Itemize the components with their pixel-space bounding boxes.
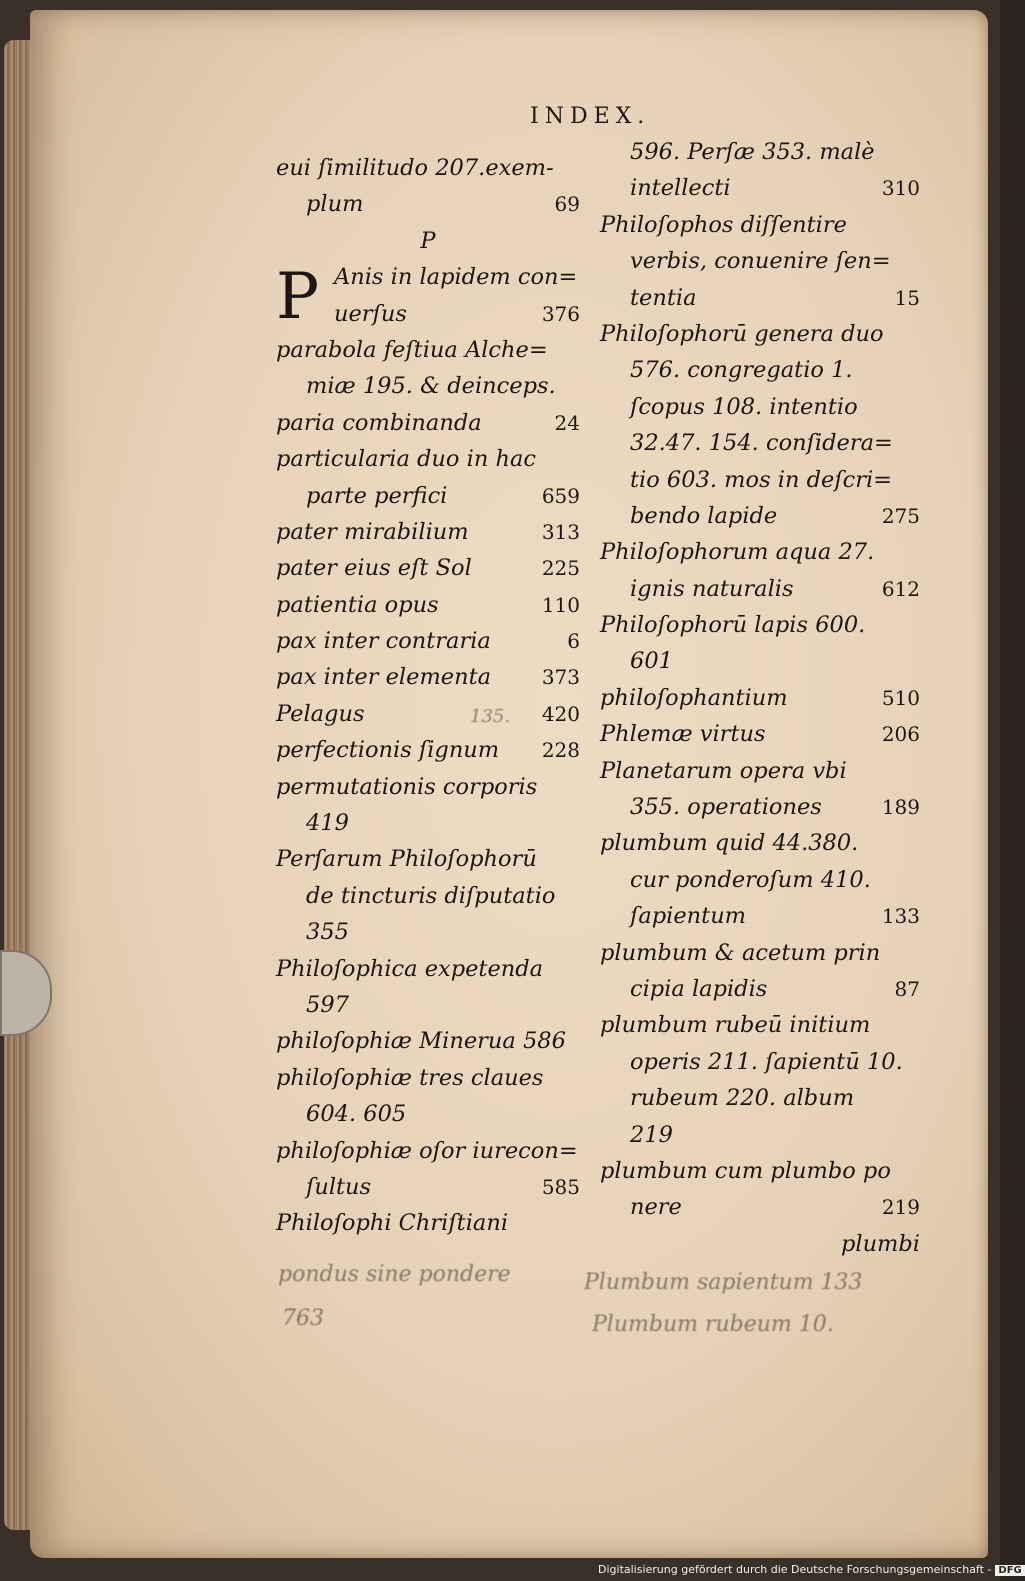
handwritten-note: pondus sine pondere (278, 1262, 511, 1287)
index-entry (276, 150, 580, 186)
handwritten-note: Plumbum sapientum 133 (584, 1270, 863, 1295)
index-entry-text: 355. operationes (630, 794, 822, 821)
index-entry (600, 425, 920, 461)
index-entry-text: Phlemæ virtus (600, 721, 766, 748)
index-entry-text: pater eius eſt Sol (276, 555, 472, 582)
index-entry-text: cur ponderoſum 410. (630, 866, 871, 893)
index-entry-page: 275 (881, 503, 920, 528)
index-entry-text: intellecti (630, 175, 731, 202)
index-entry-text: 604. 605 (306, 1101, 407, 1128)
index-entry (276, 987, 580, 1023)
index-entry (600, 1117, 920, 1153)
handwritten-note: Plumbum rubeum 10. (592, 1312, 834, 1337)
index-column-right (600, 134, 920, 1262)
index-entry-page: 69 (554, 192, 580, 217)
index-entry-page: 225 (541, 556, 580, 581)
index-entry-text: 32.47. 154. conſidera= (630, 430, 893, 457)
index-entry (276, 332, 580, 368)
index-entry-text: philoſophiæ Minerua 586 (276, 1028, 566, 1055)
index-entry-page: 133 (881, 904, 920, 929)
index-entry-text: pater mirabilium (276, 518, 469, 545)
index-entry (600, 389, 920, 425)
index-entry (276, 550, 580, 586)
index-entry (276, 587, 580, 623)
index-entry-page: 189 (881, 795, 920, 820)
index-entry-text: 596. Perſæ 353. malè (630, 139, 875, 165)
index-entry-text: plumbum & acetum prin (600, 939, 881, 966)
index-entry (600, 571, 920, 607)
index-entry (276, 441, 580, 477)
index-entry-text: ſcopus 108. intentio (630, 393, 858, 420)
index-entry (600, 825, 920, 861)
index-entry-text: ignis naturalis (630, 575, 794, 602)
index-entry-page: 585 (541, 1174, 580, 1199)
index-entry (276, 1205, 580, 1241)
index-entry (600, 789, 920, 825)
index-entry-text: paria combinanda (276, 409, 482, 436)
index-entry (276, 296, 580, 332)
index-entry (276, 1169, 580, 1205)
index-entry-page: 206 (881, 722, 920, 747)
index-entry-text: uerſus (334, 300, 407, 327)
index-entry (600, 862, 920, 898)
index-entry-text: philoſophiæ oſor iurecon= (276, 1137, 578, 1164)
index-entry-text: 597 (306, 991, 349, 1018)
drop-cap: P (276, 260, 320, 335)
index-entry (600, 1007, 920, 1043)
index-entry (276, 405, 580, 441)
index-entry-page: 24 (554, 410, 580, 435)
index-entry (600, 1226, 920, 1262)
index-entry (600, 898, 920, 934)
index-entry (276, 841, 580, 877)
index-entry (600, 498, 920, 534)
index-entry (276, 623, 580, 659)
index-entry (600, 643, 920, 679)
index-entry-text: ſultus (306, 1173, 372, 1200)
dfg-logo: DFG (995, 1565, 1024, 1576)
index-entry-text: patientia opus (276, 591, 439, 618)
index-entry-text: 601 (630, 648, 673, 675)
index-entry-text: Philoſophorū lapis 600. (600, 612, 866, 639)
index-entry (276, 769, 580, 805)
index-entry-text: philoſophiæ tres claues (276, 1064, 544, 1091)
index-entry (600, 971, 920, 1007)
handwritten-note: 135. (470, 706, 511, 727)
index-entry (600, 1044, 920, 1080)
index-entry-text: P (420, 227, 436, 254)
index-entry-text: nere (630, 1194, 682, 1221)
index-entry (600, 935, 920, 971)
index-entry-text: plumbum cum plumbo po (600, 1157, 891, 1184)
index-entry (600, 207, 920, 243)
index-entry-page: 420 (541, 701, 580, 726)
index-entry-text: 419 (306, 810, 349, 837)
index-entry-page: 15 (894, 285, 920, 310)
index-entry-text: parte perfici (306, 482, 448, 509)
index-entry (276, 732, 580, 768)
index-entry (600, 462, 920, 498)
handwritten-note: 763 (282, 1306, 324, 1331)
index-entry (276, 1060, 580, 1096)
index-entry-text: plumbi (840, 1230, 920, 1257)
index-entry (600, 316, 920, 352)
index-entry-text: perfectionis ſignum (276, 737, 500, 764)
index-entry (276, 878, 580, 914)
index-entry-text: 219 (630, 1121, 673, 1148)
index-entry (276, 805, 580, 841)
index-entry-page: 510 (881, 685, 920, 710)
index-entry-text: plum (306, 191, 364, 218)
index-entry (276, 478, 580, 514)
index-entry-text: particularia duo in hac (276, 446, 536, 473)
index-entry (276, 223, 580, 259)
index-entry-page: 313 (541, 519, 580, 544)
index-entry-text: permutationis corporis (276, 773, 538, 800)
index-entry-text: plumbum quid 44.380. (600, 830, 859, 857)
index-entry (276, 368, 580, 404)
index-entry-text: ſapientum (630, 903, 747, 930)
index-entry-text: Philoſophorū genera duo (600, 320, 884, 347)
index-entry-text: pax inter elementa (276, 664, 492, 691)
index-entry-page: 612 (881, 576, 920, 601)
footer-text: Digitalisierung gefördert durch die Deutsche Forschungsgemeinschaft - (598, 1563, 992, 1576)
index-entry (600, 280, 920, 316)
index-entry-text: Philoſophica expetenda (276, 955, 544, 982)
index-entry (276, 696, 580, 732)
index-entry (276, 514, 580, 550)
index-entry (600, 243, 920, 279)
index-entry (276, 1023, 580, 1059)
index-entry-text: bendo lapide (630, 502, 778, 529)
index-entry (600, 170, 920, 206)
index-entry (276, 914, 580, 950)
index-entry (600, 534, 920, 570)
index-entry-text: tio 603. mos in deſcri= (630, 466, 893, 493)
index-entry (276, 659, 580, 695)
index-entry-page: 376 (541, 301, 580, 326)
index-entry-text: Philoſophos diſſentire (600, 211, 847, 238)
index-entry (600, 1080, 920, 1116)
index-entry-text: 576. congregatio 1. (630, 357, 853, 384)
index-entry-page: 373 (541, 665, 580, 690)
index-entry (600, 134, 920, 170)
digitization-footer (598, 1563, 1025, 1576)
index-entry-text: Philoſophorum aqua 27. (600, 539, 875, 566)
index-entry-text: 355 (306, 919, 349, 946)
index-column-left (276, 150, 580, 1242)
index-entry-text: operis 211. ſapientū 10. (630, 1048, 903, 1075)
index-entry-text: Philoſophi Chriſtiani (276, 1210, 509, 1237)
index-entry-text: Anis in lapidem con= (334, 264, 578, 291)
index-entry (276, 1133, 580, 1169)
index-entry-text: tentia (630, 284, 697, 311)
index-entry-text: de tincturis diſputatio (306, 882, 556, 909)
index-entry-text: philoſophantium (600, 684, 788, 711)
index-entry (600, 1153, 920, 1189)
index-entry-text: verbis, conuenire ſen= (630, 248, 891, 275)
index-entry-text: Planetarum opera vbi (600, 757, 847, 784)
index-entry (276, 186, 580, 222)
index-entry-page: 110 (541, 592, 580, 617)
index-entry (600, 680, 920, 716)
index-entry-page: 87 (894, 976, 920, 1001)
index-entry (600, 1189, 920, 1225)
index-entry-page: 6 (567, 629, 580, 654)
index-entry (600, 753, 920, 789)
index-entry (600, 607, 920, 643)
index-entry (600, 716, 920, 752)
page-header: INDEX. (530, 104, 651, 129)
index-entry (276, 1096, 580, 1132)
index-entry-text: cipia lapidis (630, 975, 768, 1002)
index-entry-text: parabola feſtiua Alche= (276, 336, 548, 363)
index-entry-text: miæ 195. & deinceps. (306, 373, 556, 400)
index-entry-page: 659 (541, 483, 580, 508)
index-entry (600, 352, 920, 388)
index-entry-text: rubeum 220. album (630, 1085, 855, 1112)
index-entry-page: 219 (881, 1195, 920, 1220)
index-entry-text: Perſarum Philoſophorū (276, 846, 537, 873)
index-entry-page: 310 (881, 176, 920, 201)
index-entry-page: 228 (541, 738, 580, 763)
index-entry-text: eui ſimilitudo 207.exem- (276, 155, 554, 181)
index-entry-text: pax inter contraria (276, 628, 491, 655)
index-entry (276, 951, 580, 987)
index-entry-text: plumbum rubeū initium (600, 1012, 871, 1039)
index-entry-text: Pelagus (276, 700, 365, 727)
